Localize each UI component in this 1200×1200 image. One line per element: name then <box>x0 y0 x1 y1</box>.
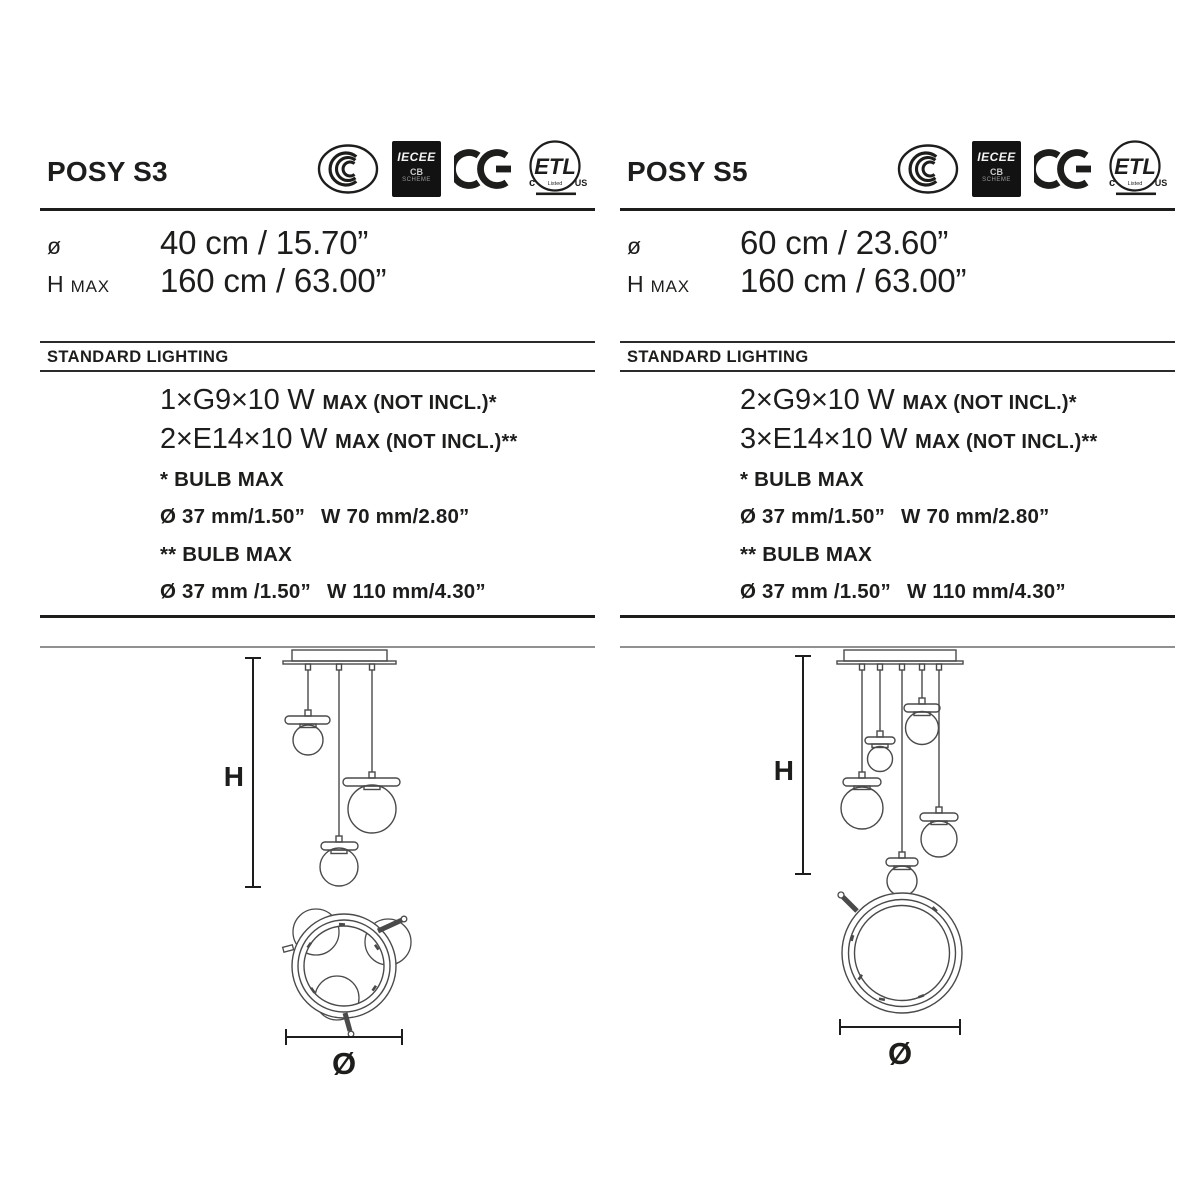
ce-mark-icon <box>1034 147 1092 191</box>
bulb-config: 2×G9×10 W <box>740 384 903 416</box>
etl-c-text: c <box>529 177 536 189</box>
section-divider <box>620 341 1175 343</box>
height-dimension <box>245 658 261 887</box>
lighting-spec-line <box>740 384 1077 417</box>
etl-text: ETL <box>1114 154 1156 179</box>
spec-bottom-divider <box>620 615 1175 618</box>
lighting-spec-line <box>160 384 497 417</box>
pendant-top-view <box>838 892 962 1013</box>
ce-mark-icon <box>454 147 512 191</box>
section-divider <box>620 370 1175 372</box>
height-value: 160 cm / 63.00” <box>160 262 387 299</box>
bulb-config: 1×G9×10 W <box>160 384 323 416</box>
pendant-top-view <box>283 909 411 1037</box>
pendant-side-view <box>283 650 400 886</box>
diameter-dimension-row <box>627 224 948 262</box>
etl-text: ETL <box>534 154 576 179</box>
height-dimension <box>795 656 811 874</box>
bulb-note-title: * BULB MAX <box>160 468 284 491</box>
iecee-text: IECEE <box>977 150 1016 164</box>
height-dimension-label: H <box>773 755 794 786</box>
title-divider <box>620 208 1175 211</box>
height-value: 160 cm / 63.00” <box>740 262 967 299</box>
bulb-note-specs: Ø 37 mm/1.50” W 70 mm/2.80” <box>160 505 470 528</box>
ccc-mark-icon <box>897 143 959 195</box>
etl-us-text: US <box>1154 178 1167 188</box>
iecee-cb-text: CB <box>990 167 1003 177</box>
spec-bottom-divider <box>40 615 595 618</box>
etl-mark-icon <box>525 139 587 199</box>
etl-listed-text: Listed <box>547 181 563 187</box>
diameter-dimension-row <box>47 224 368 262</box>
product-column-posy-s5 <box>620 0 1175 1120</box>
height-dimension-label: H <box>223 761 244 792</box>
diameter-value: 60 cm / 23.60” <box>740 224 949 261</box>
bulb-note-title: * BULB MAX <box>740 468 864 491</box>
diameter-dimension <box>286 1029 402 1045</box>
iecee-cb-mark-icon <box>972 141 1021 197</box>
lighting-spec-line <box>740 423 1097 456</box>
etl-c-text: c <box>1109 177 1116 189</box>
iecee-cb-text: CB <box>410 167 423 177</box>
section-title: STANDARD LIGHTING <box>47 348 229 366</box>
iecee-scheme-text: SCHEME <box>982 177 1011 183</box>
title-divider <box>40 208 595 211</box>
height-label: H MAX <box>627 271 690 297</box>
diameter-label: ø <box>627 233 642 259</box>
lighting-spec-line <box>160 423 517 456</box>
ccc-mark-icon <box>317 143 379 195</box>
bulb-config-note: MAX (NOT INCL.)** <box>335 431 518 453</box>
etl-listed-text: Listed <box>1127 181 1143 187</box>
bulb-config-note: MAX (NOT INCL.)** <box>915 431 1098 453</box>
pendant-side-view <box>837 650 963 896</box>
product-title: POSY S3 <box>47 156 168 187</box>
section-divider <box>40 370 595 372</box>
posy-s5-drawing <box>620 640 1175 1095</box>
diameter-dimension <box>840 1019 960 1035</box>
posy-s3-drawing <box>40 640 595 1095</box>
bulb-config-note: MAX (NOT INCL.)* <box>902 392 1077 414</box>
diameter-value: 40 cm / 15.70” <box>160 224 369 261</box>
etl-underline <box>536 193 576 196</box>
bulb-note-title: ** BULB MAX <box>160 543 293 566</box>
certification-logos <box>897 138 1167 200</box>
bulb-note-specs: Ø 37 mm /1.50” W 110 mm/4.30” <box>160 580 486 603</box>
iecee-cb-mark-icon <box>392 141 441 197</box>
etl-mark-icon <box>1105 139 1167 199</box>
bulb-note-title: ** BULB MAX <box>740 543 873 566</box>
bulb-note-specs: Ø 37 mm/1.50” W 70 mm/2.80” <box>740 505 1050 528</box>
etl-us-text: US <box>574 178 587 188</box>
product-column-posy-s3 <box>40 0 595 1120</box>
section-title: STANDARD LIGHTING <box>627 348 809 366</box>
section-divider <box>40 341 595 343</box>
bulb-config: 2×E14×10 W <box>160 423 336 455</box>
height-dimension-row <box>47 262 386 300</box>
etl-underline <box>1116 193 1156 196</box>
iecee-text: IECEE <box>397 150 436 164</box>
certification-logos <box>317 138 587 200</box>
diameter-dimension-label: Ø <box>887 1036 913 1071</box>
bulb-note-specs: Ø 37 mm /1.50” W 110 mm/4.30” <box>740 580 1066 603</box>
iecee-scheme-text: SCHEME <box>402 177 431 183</box>
diameter-label: ø <box>47 233 62 259</box>
bulb-config: 3×E14×10 W <box>740 423 916 455</box>
product-title: POSY S5 <box>627 156 748 187</box>
bulb-config-note: MAX (NOT INCL.)* <box>322 392 497 414</box>
height-label: H MAX <box>47 271 110 297</box>
diameter-dimension-label: Ø <box>331 1046 357 1081</box>
height-dimension-row <box>627 262 966 300</box>
